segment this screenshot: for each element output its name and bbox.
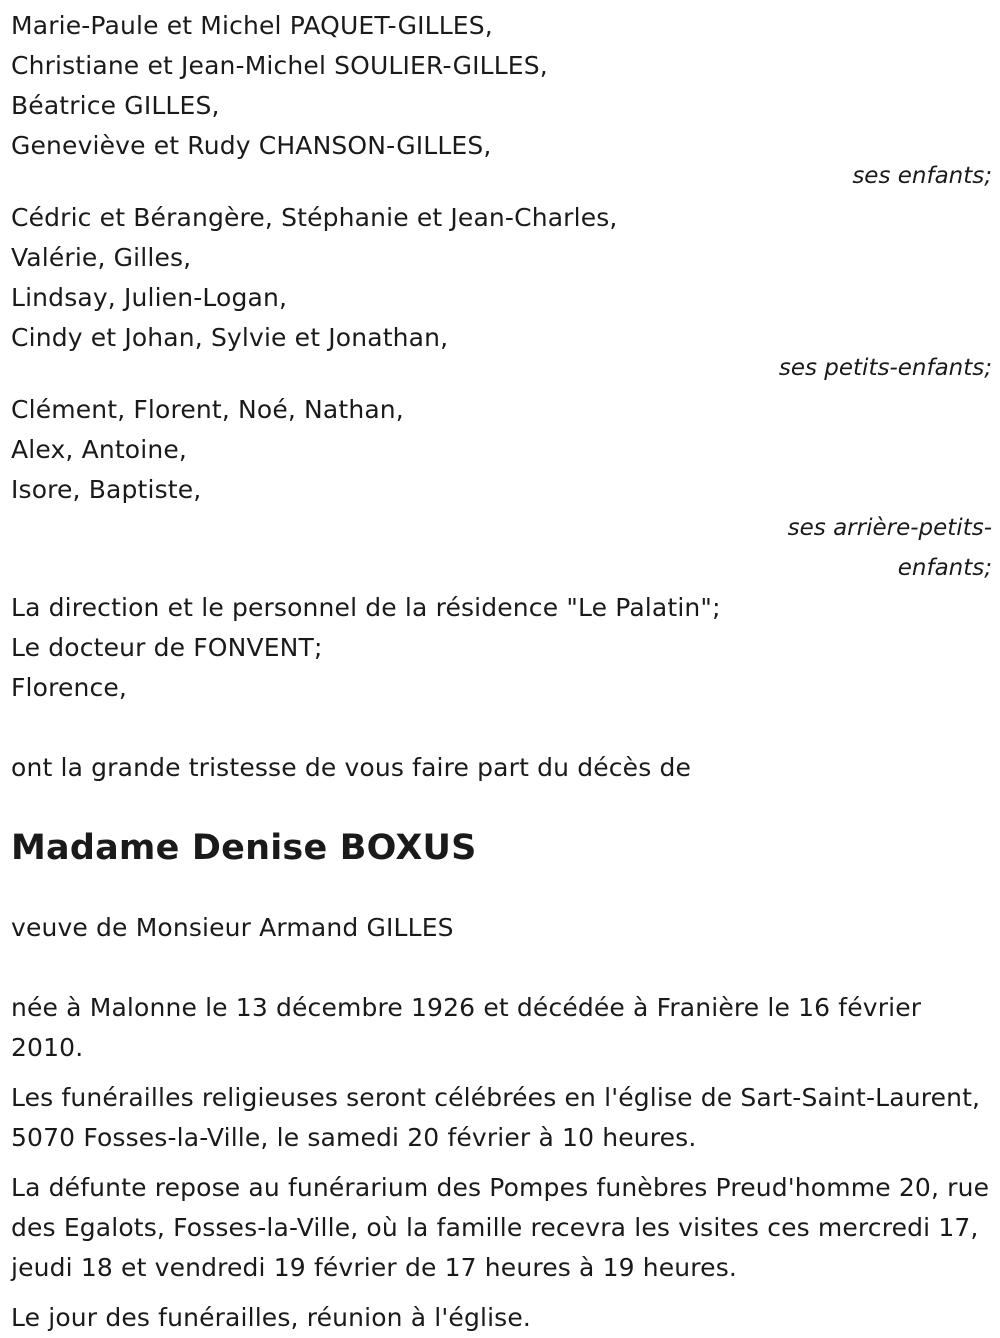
family-line: Isore, Baptiste, — [11, 475, 202, 504]
family-line: Christiane et Jean-Michel SOULIER-GILLES, — [11, 51, 548, 80]
meeting-text: Le jour des funérailles, réunion à l'église. — [11, 1303, 531, 1332]
obituary-notice — [11, 6, 992, 1338]
grandchildren-section — [11, 198, 992, 384]
family-line: Florence, — [11, 673, 127, 702]
family-line: Marie-Paule et Michel PAQUET-GILLES, — [11, 11, 493, 40]
funeral-text: Les funérailles religieuses seront célébrées en l'église de Sart-Saint-Laurent, 5070 Fosses-la-Ville, le samedi 20 février à 10 heures. — [11, 1083, 981, 1152]
family-line: Béatrice GILLES, — [11, 91, 220, 120]
announcement-text: ont la grande tristesse de vous faire part du décès de — [11, 753, 692, 782]
visitation-text: La défunte repose au funérarium des Pompes funèbres Preud'homme 20, rue des Egalots, Fosses-la-Ville, où la famille recevra les visites ces mercredi 17, jeudi 18 et vendredi 19 février de 17 heures à 19 heures. — [11, 1173, 990, 1282]
widow-of-text: veuve de Monsieur Armand GILLES — [11, 913, 454, 942]
family-line: La direction et le personnel de la résidence "Le Palatin"; — [11, 593, 721, 622]
family-line: Lindsay, Julien-Logan, — [11, 283, 288, 312]
children-section — [11, 6, 992, 192]
birth-death-text: née à Malonne le 13 décembre 1926 et décédée à Franière le 16 février 2010. — [11, 993, 922, 1062]
role-great-grandchildren-line2: enfants; — [897, 555, 992, 581]
family-line: Cindy et Johan, Sylvie et Jonathan, — [11, 323, 449, 352]
role-great-grandchildren — [11, 508, 992, 588]
great-grandchildren-section — [11, 390, 992, 588]
family-line: Le docteur de FONVENT; — [11, 633, 323, 662]
family-line: Clément, Florent, Noé, Nathan, — [11, 395, 404, 424]
family-line: Valérie, Gilles, — [11, 243, 192, 272]
family-line: Geneviève et Rudy CHANSON-GILLES, — [11, 131, 492, 160]
deceased-name: Madame Denise BOXUS — [11, 828, 477, 868]
role-children: ses enfants; — [852, 163, 992, 189]
family-line: Alex, Antoine, — [11, 435, 187, 464]
family-line: Cédric et Bérangère, Stéphanie et Jean-Charles, — [11, 203, 618, 232]
others-section — [11, 588, 992, 708]
role-grandchildren: ses petits-enfants; — [778, 355, 992, 381]
role-great-grandchildren-line1: ses arrière-petits- — [787, 515, 992, 541]
